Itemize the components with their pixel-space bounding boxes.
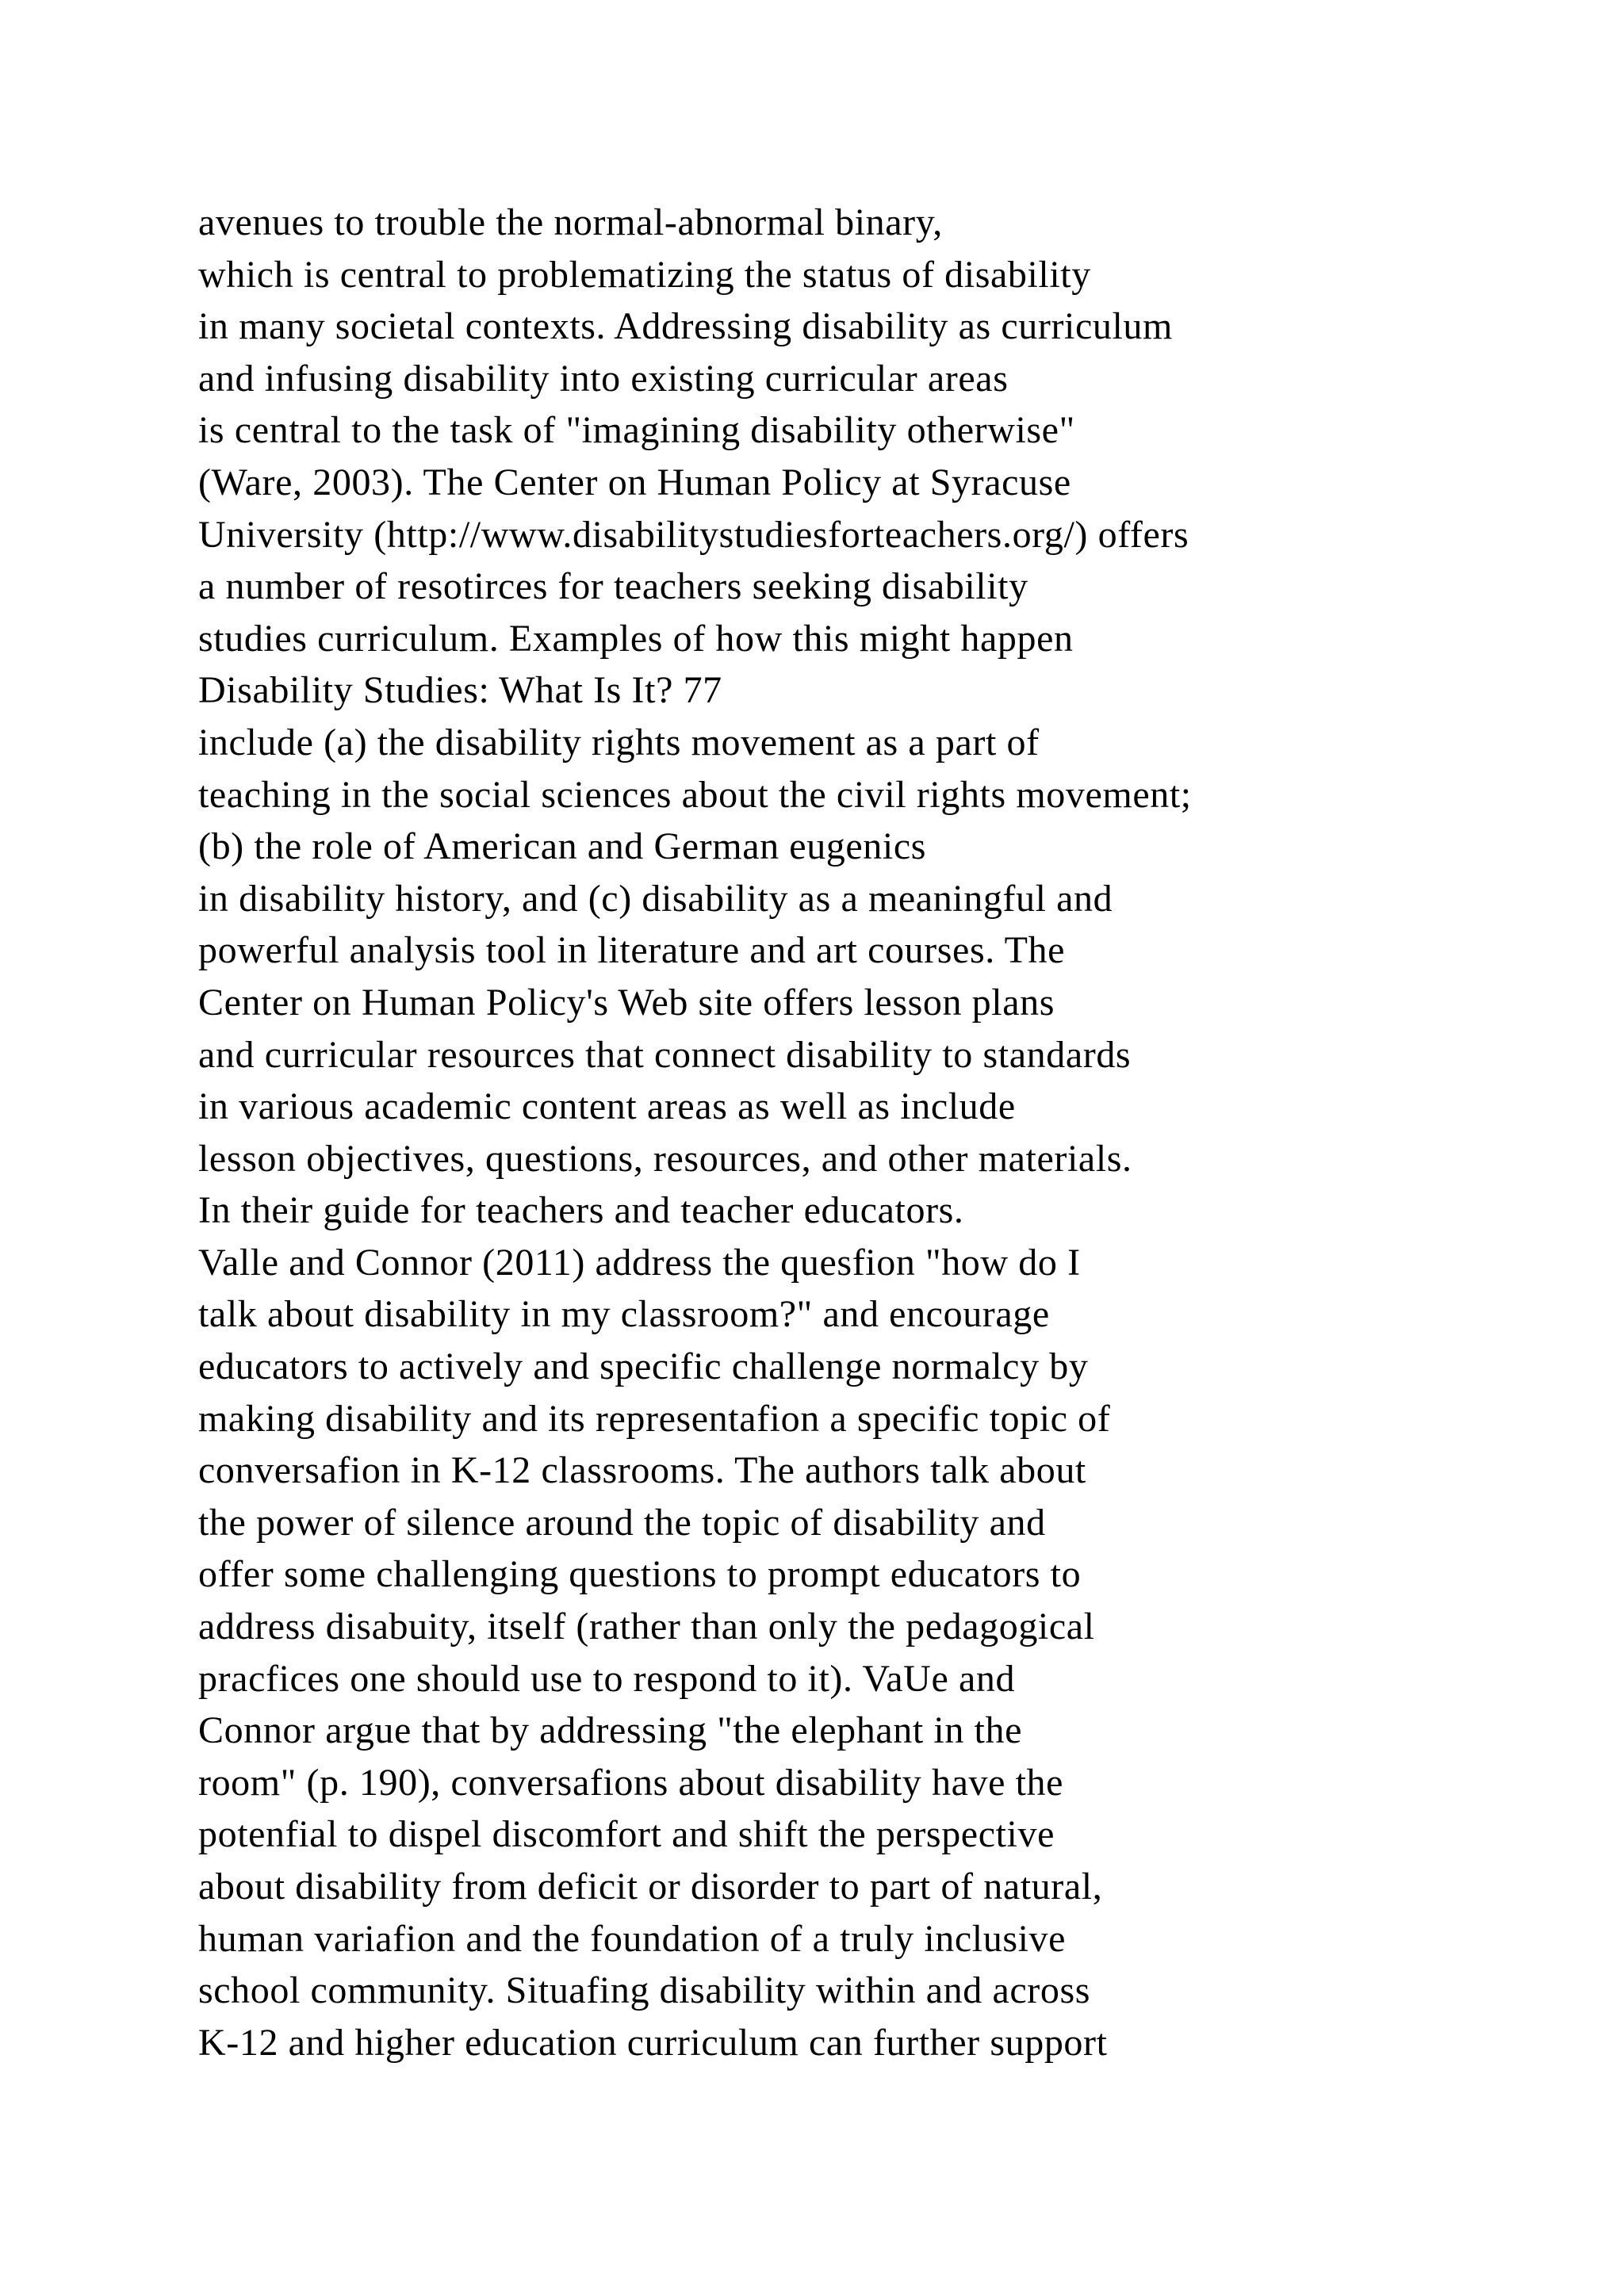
text-line: and curricular resources that connect disability to standards — [198, 1033, 1132, 1076]
text-line: In their guide for teachers and teacher educators. — [198, 1189, 964, 1232]
text-line: studies curriculum. Examples of how this might happen — [198, 617, 1074, 660]
text-line: (b) the role of American and German eugenics — [198, 825, 927, 868]
text-line: the power of silence around the topic of disability and — [198, 1501, 1046, 1544]
text-line: powerful analysis tool in literature and art courses. The — [198, 929, 1065, 972]
text-line: and infusing disability into existing curricular areas — [198, 357, 1009, 400]
text-line: Center on Human Policy's Web site offers lesson plans — [198, 981, 1055, 1024]
text-line: Valle and Connor (2011) address the quesfion "how do I — [198, 1241, 1081, 1284]
text-line: pracfices one should use to respond to it). VaUe and — [198, 1657, 1016, 1700]
text-line: is central to the task of "imagining disability otherwise" — [198, 409, 1075, 452]
text-line: in many societal contexts. Addressing disability as curriculum — [198, 305, 1173, 348]
page-header-line: Disability Studies: What Is It? 77 — [198, 669, 722, 712]
text-line: a number of resotirces for teachers seeking disability — [198, 565, 1028, 608]
text-line: conversafion in K-12 classrooms. The authors talk about — [198, 1449, 1086, 1492]
text-line: school community. Situafing disability within and across — [198, 1969, 1091, 2012]
text-line: lesson objectives, questions, resources, and other materials. — [198, 1137, 1132, 1180]
text-line: in various academic content areas as well as include — [198, 1085, 1016, 1128]
text-line: avenues to trouble the normal-abnormal binary, — [198, 201, 943, 243]
text-line: address disabuity, itself (rather than only the pedagogical — [198, 1605, 1095, 1648]
text-line: room" (p. 190), conversafions about disability have the — [198, 1761, 1064, 1804]
text-line: which is central to problematizing the status of disability — [198, 253, 1091, 296]
text-line: making disability and its representafion a specific topic of — [198, 1397, 1111, 1440]
text-line: include (a) the disability rights movement as a part of — [198, 721, 1040, 763]
text-line: (Ware, 2003). The Center on Human Policy at Syracuse — [198, 461, 1071, 503]
text-line: human variafion and the foundation of a truly inclusive — [198, 1917, 1067, 1960]
text-line: K-12 and higher education curriculum can further support — [198, 2021, 1108, 2064]
text-line: in disability history, and (c) disability as a meaningful and — [198, 877, 1113, 920]
text-line: teaching in the social sciences about the civil rights movement; — [198, 773, 1192, 816]
text-line: talk about disability in my classroom?" and encourage — [198, 1293, 1050, 1336]
text-line: offer some challenging questions to prompt educators to — [198, 1553, 1082, 1596]
text-line: University (http://www.disabilitystudiesforteachers.org/) offers — [198, 513, 1189, 556]
body-text — [198, 197, 1483, 2068]
text-line: Connor argue that by addressing "the elephant in the — [198, 1709, 1022, 1752]
text-line: potenfial to dispel discomfort and shift the perspective — [198, 1813, 1055, 1856]
text-line: about disability from deficit or disorder to part of natural, — [198, 1866, 1103, 1908]
text-line: educators to actively and specific challenge normalcy by — [198, 1345, 1089, 1388]
